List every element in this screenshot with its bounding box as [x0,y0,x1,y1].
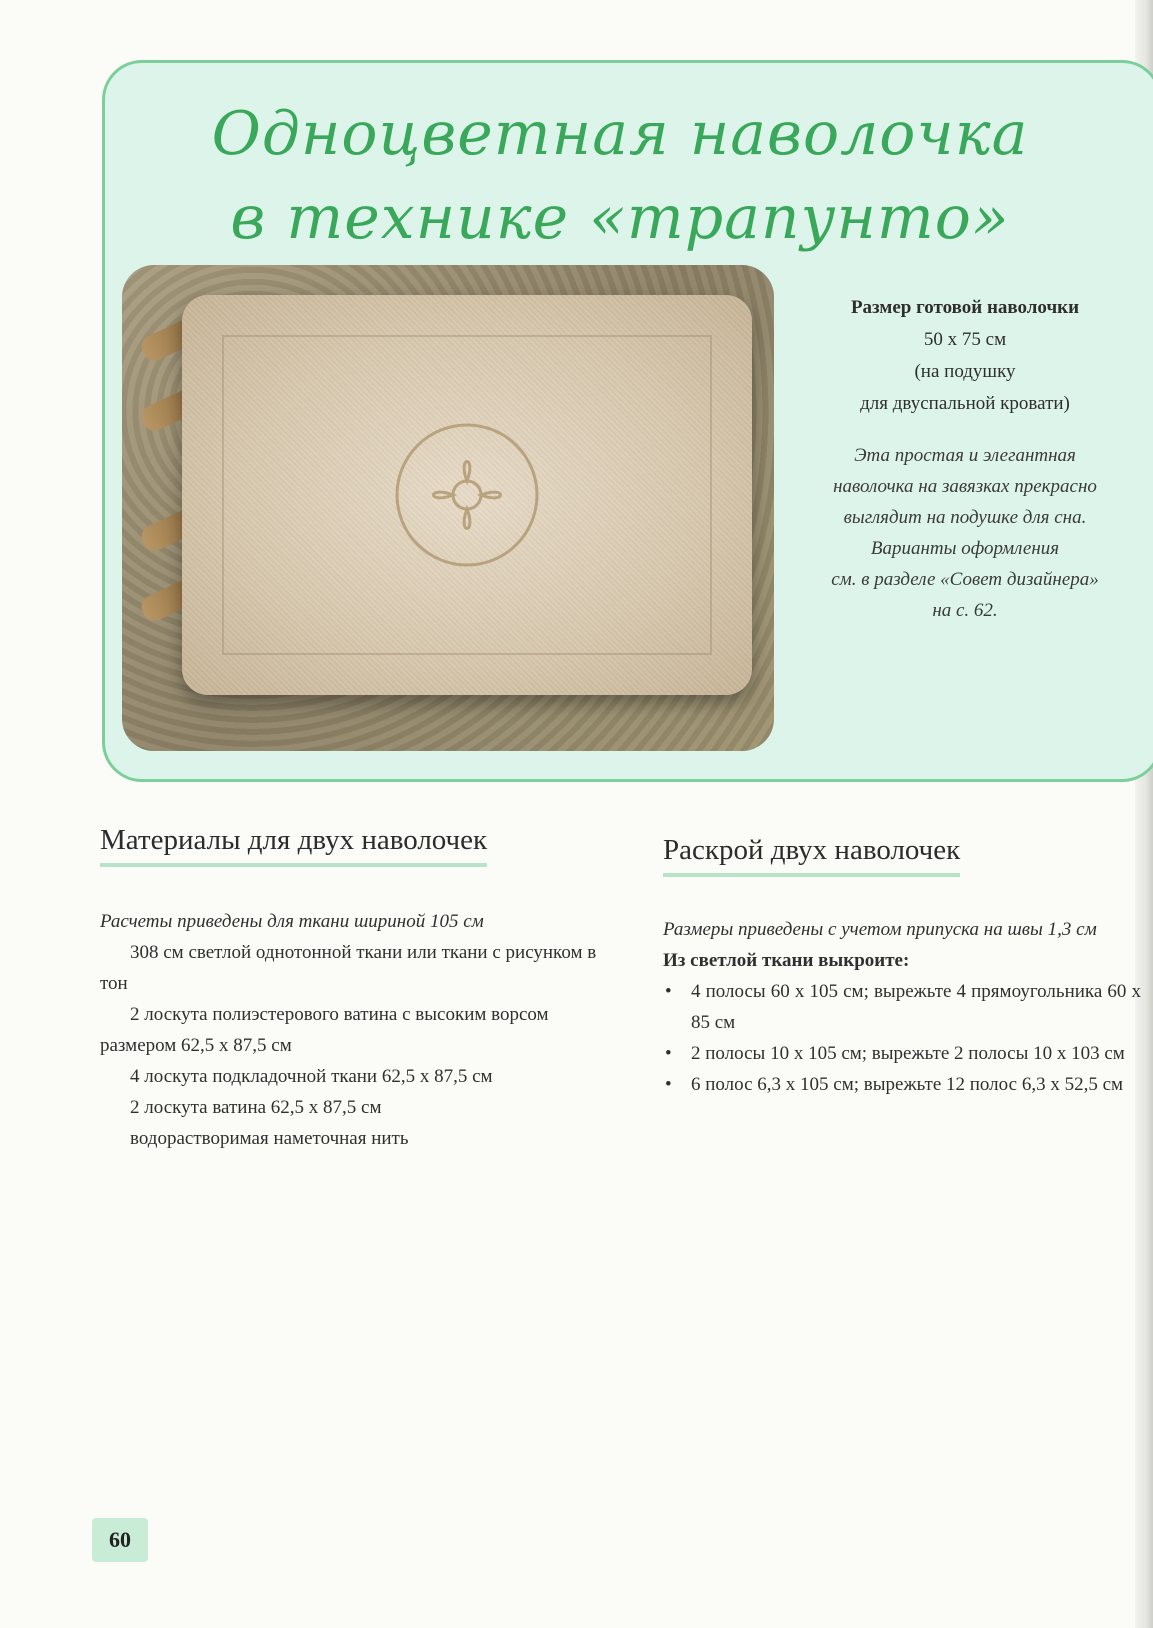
description [800,440,1130,626]
materials-heading-text: Материалы для двух наволочек [100,824,488,856]
list-item-text: 4 полосы 60 х 105 см; вырежьте 4 прямоугольника 60 х 85 см [691,981,1141,1033]
cutting-heading-text: Раскрой двух наволочек [663,834,961,866]
description-line: Варианты оформления [870,538,1060,559]
cutting-list [663,976,1141,1100]
list-item-text: 6 полос 6,3 х 105 см; вырежьте 12 полос 6,3 х 52,5 см [691,1074,1124,1095]
heading-underline [100,863,487,867]
page-title [170,92,1070,260]
bullet-icon: • [665,1074,672,1095]
cutting-subheading: Из светлой ткани выкроите: [663,950,910,971]
list-item [663,976,1141,1038]
materials-item: 2 лоскута полиэстерового ватина с высоким ворсом размером 62,5 х 87,5 см [100,1004,549,1056]
description-line: на с. 62. [932,600,998,621]
size-note-2: для двуспальной кровати) [860,393,1070,414]
size-heading: Размер готовой наволочки [850,297,1080,318]
materials-item: 308 см светлой однотонной ткани или ткани с рисунком в тон [100,942,597,994]
page-number: 60 [92,1518,148,1562]
cutting-column [663,914,1141,1100]
title-line-1: Одноцветная наволочка [211,99,1029,169]
description-line: выглядит на подушке для сна. [843,507,1087,528]
materials-item: 2 лоскута ватина 62,5 х 87,5 см [130,1097,382,1118]
list-item [663,1038,1141,1069]
pillow [182,295,752,695]
materials-column [100,906,600,1154]
description-line: Эта простая и элегантная [854,445,1076,466]
materials-heading [100,824,487,857]
materials-note: Расчеты приведены для ткани шириной 105 см [100,911,484,932]
size-info [800,292,1130,420]
title-line-2: в технике «трапунто» [230,183,1010,253]
cutting-heading [663,834,960,867]
size-note-1: (на подушку [914,361,1016,382]
pillow-photo [122,265,774,751]
description-line: см. в разделе «Совет дизайнера» [831,569,1099,590]
bullet-icon: • [665,981,672,1002]
bullet-icon: • [665,1043,672,1064]
cutting-note: Размеры приведены с учетом припуска на швы 1,3 см [663,919,1097,940]
description-line: наволочка на завязках прекрасно [833,476,1097,497]
materials-item: водорастворимая наметочная нить [130,1128,409,1149]
size-value: 50 х 75 см [923,329,1007,350]
heading-underline [663,873,960,877]
materials-item: 4 лоскута подкладочной ткани 62,5 х 87,5 см [130,1066,493,1087]
list-item-text: 2 полосы 10 х 105 см; вырежьте 2 полосы 10 х 103 см [691,1043,1125,1064]
list-item [663,1069,1141,1100]
flower-ornament-icon [377,405,557,585]
